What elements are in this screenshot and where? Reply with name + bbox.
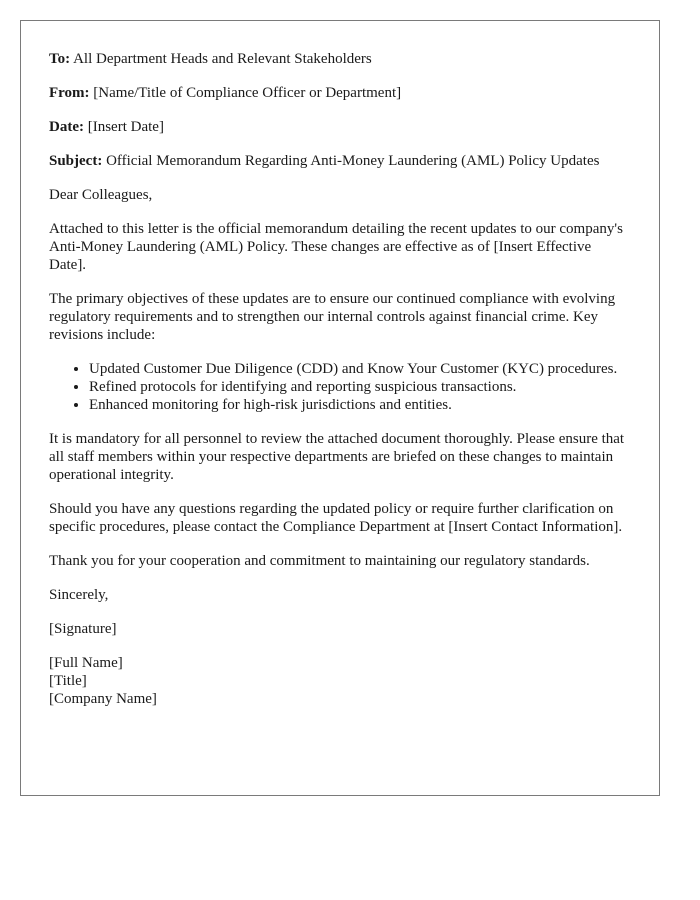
list-item: • Refined protocols for identifying and reporting suspicious transactions.: [89, 378, 631, 396]
letter-document: [20, 20, 660, 796]
sign-off: Sincerely,: [49, 587, 109, 603]
from-line: [49, 84, 631, 102]
paragraph-thanks: Thank you for your cooperation and commitment to maintaining our regulatory standards.: [49, 553, 590, 569]
to-label: To:: [49, 51, 71, 67]
subject-value: Official Memorandum Regarding Anti-Money Laundering (AML) Policy Updates: [106, 153, 600, 169]
from-value: [Name/Title of Compliance Officer or Department]: [93, 85, 402, 101]
date-value: [Insert Date]: [87, 119, 164, 135]
list-item: • Updated Customer Due Diligence (CDD) and Know Your Customer (KYC) procedures.: [89, 360, 631, 378]
paragraph-mandatory: It is mandatory for all personnel to review the attached document thoroughly. Please ensure that all staff members within your respective departments are briefed on these changes to maintain operational integrity.: [49, 431, 625, 483]
to-value: All Department Heads and Relevant Stakeholders: [73, 51, 372, 67]
signature-block: [49, 654, 631, 708]
date-label: Date:: [49, 119, 84, 135]
signer-title: [Title]: [49, 673, 87, 689]
signature-placeholder: [Signature]: [49, 621, 117, 637]
paragraph-questions: Should you have any questions regarding the updated policy or require further clarification on specific procedures, please contact the Compliance Department at [Insert Contact Information].: [49, 501, 623, 535]
date-line: [49, 118, 631, 136]
full-name: [Full Name]: [49, 655, 123, 671]
subject-line: [49, 152, 631, 170]
paragraph-intro: Attached to this letter is the official memorandum detailing the recent updates to our company's Anti-Money Laundering (AML) Policy. These changes are effective as of [Insert Effective Date].: [49, 221, 623, 273]
from-label: From:: [49, 85, 90, 101]
subject-label: Subject:: [49, 153, 103, 169]
company-name: [Company Name]: [49, 691, 157, 707]
greeting: Dear Colleagues,: [49, 187, 153, 203]
to-line: [49, 50, 631, 68]
revisions-list: [49, 360, 631, 414]
paragraph-objectives: The primary objectives of these updates are to ensure our continued compliance with evolving regulatory requirements and to strengthen our internal controls against financial crime. Key revisions include:: [49, 291, 616, 343]
list-item: • Enhanced monitoring for high-risk jurisdictions and entities.: [89, 396, 631, 414]
